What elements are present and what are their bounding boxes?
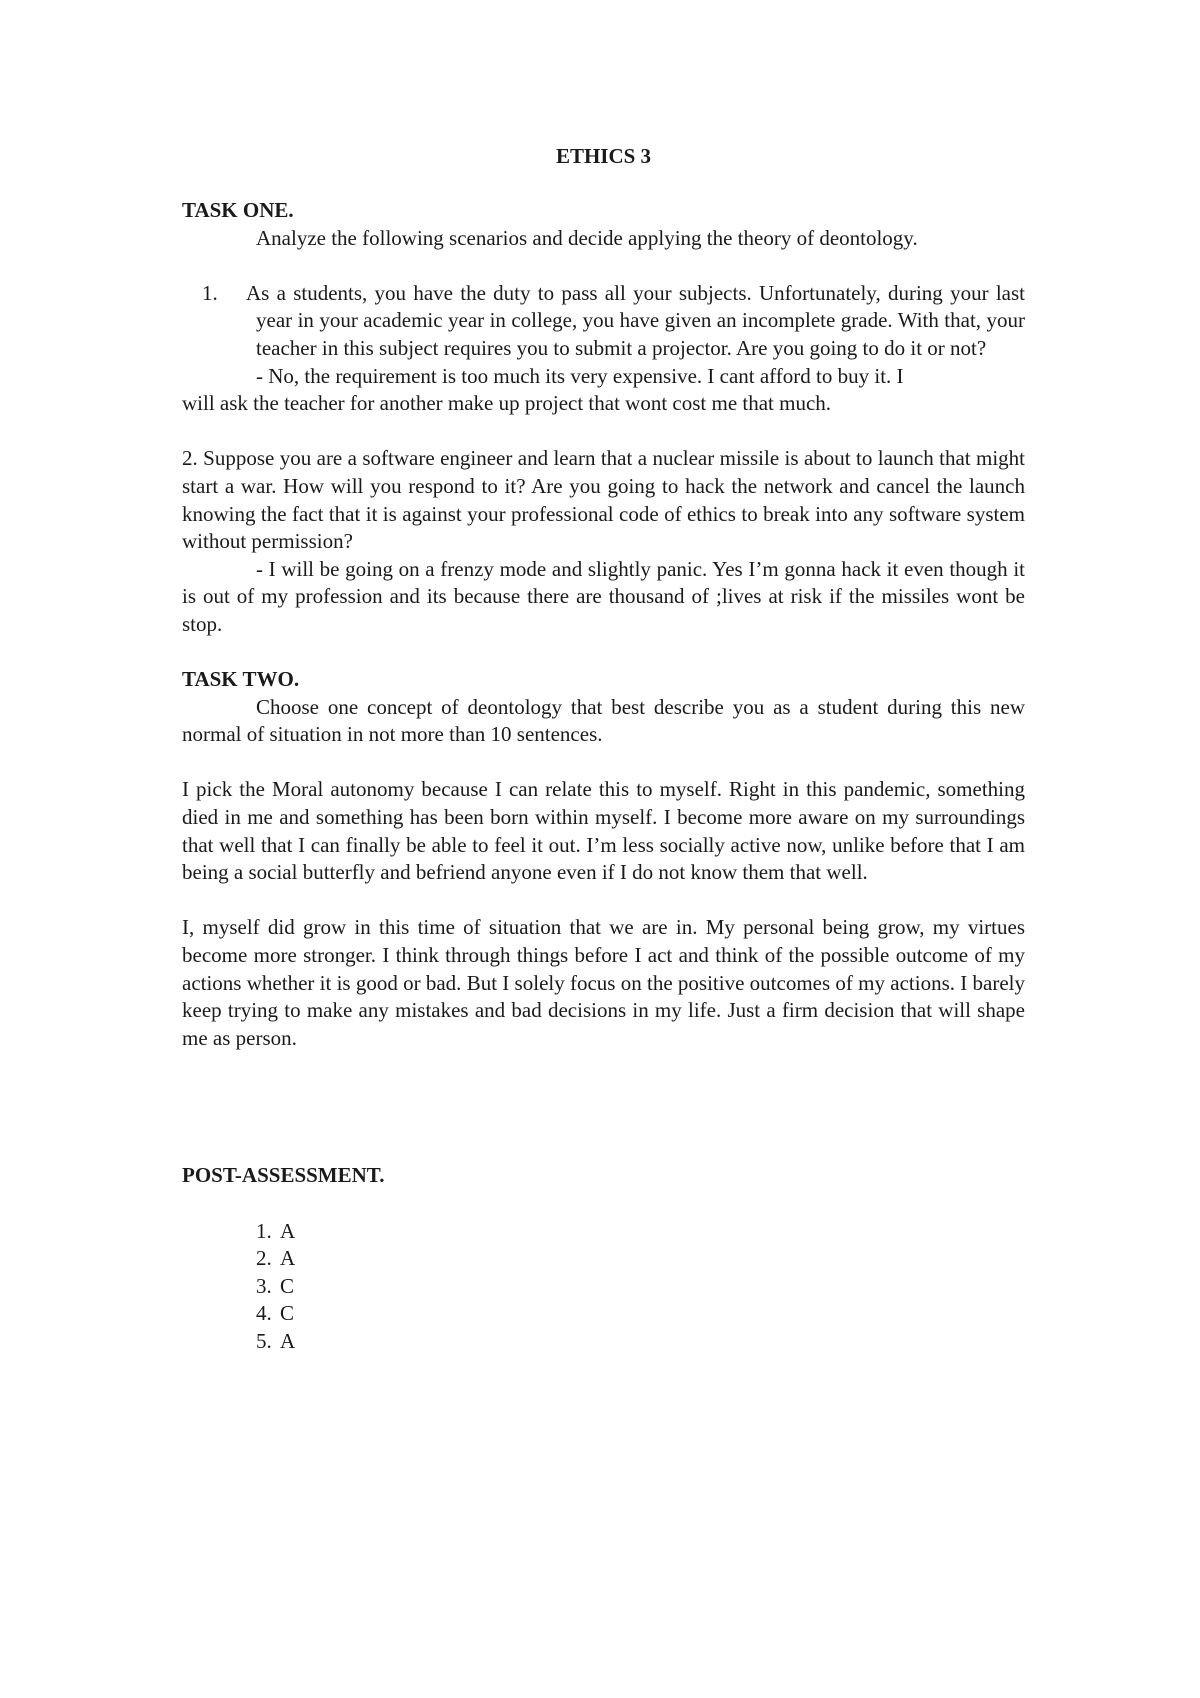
task-two-paragraph-1: I pick the Moral autonomy because I can relate this to myself. Right in this pandemic, something died in me and something has been born within myself. I become more aware on my surroundings that well that I can finally be able to feel it out. I’m less socially active now, unlike before that I am being a social butterfly and befriend anyone even if I do not know them that well. [182,777,1025,885]
list-item [256,1300,1025,1328]
post-assessment-heading: POST-ASSESSMENT. [182,1163,385,1188]
answer-value: A [280,1328,296,1353]
answer-number: 4. [256,1301,272,1326]
answer-value: C [280,1301,295,1326]
spacer [182,418,1025,446]
list-item [256,1218,1025,1246]
spacer [182,252,1025,280]
answer-number: 3. [256,1273,272,1298]
answer-value: A [280,1218,296,1243]
task-two-heading: TASK TWO. [182,667,300,692]
list-item [256,1328,1025,1356]
question-1-answer-line-2: will ask the teacher for another make up project that wont cost me that much. [182,391,832,416]
spacer [182,1190,1025,1218]
question-1-text: As a students, you have the duty to pass all your subjects. Unfortunately, during your last year in your academic year in college, you have given an incomplete grade. With that, your teacher in this subject requires you to submit a projector. Are you going to do it or not? [246,280,1025,360]
spacer [182,639,1025,667]
list-item [256,1245,1025,1273]
post-assessment-answer-list [256,1218,1025,1356]
answer-number: 2. [256,1246,272,1271]
question-1-answer-line-1: - No, the requirement is too much its very expensive. I cant afford to buy it. I [256,363,904,388]
task-two-paragraph-2: I, myself did grow in this time of situation that we are in. My personal being grow, my virtues become more stronger. I think through things before I act and think of the possible outcome of my actions whether it is good or bad. But I solely focus on the positive outcomes of my actions. I barely keep trying to make any mistakes and bad decisions in my life. Just a firm decision that will shape me as person. [182,915,1025,1050]
spacer [182,887,1025,915]
question-2-answer: - I will be going on a frenzy mode and slightly panic. Yes I’m gonna hack it even though it is out of my profession and its because there are thousand of ;lives at risk if the missiles wont be stop. [182,556,1025,636]
document-title: ETHICS 3 [555,144,652,168]
list-item [256,1273,1025,1301]
answer-number: 1. [256,1218,272,1243]
answer-value: A [280,1246,296,1271]
task-one-question-1: 1. As a students, you have the duty to pass all your subjects. Unfortunately, during your last year in your academic year in college, you have given an incomplete grade. With that, your teacher in this subject requires you to submit a projector. Are you going to do it or not? - No, the requirement is too much its very expensive. I cant afford to buy it. I [256,280,1025,390]
answer-number: 5. [256,1328,272,1353]
question-2-text: 2. Suppose you are a software engineer and learn that a nuclear missile is about to launch that might start a war. How will you respond to it? Are you going to hack the network and cancel the launch knowing the fact that it is against your professional code of ethics to break into any software system without permission? [182,446,1025,554]
document-body [182,143,1025,1356]
task-one-heading: TASK ONE. [182,198,294,222]
task-two-instruction: Choose one concept of deontology that best describe you as a student during this new normal of situation in not more than 10 sentences. [182,694,1025,747]
answer-value: C [280,1273,295,1298]
task-one-instruction: Analyze the following scenarios and decide applying the theory of deontology. [256,225,918,250]
spacer [182,749,1025,777]
